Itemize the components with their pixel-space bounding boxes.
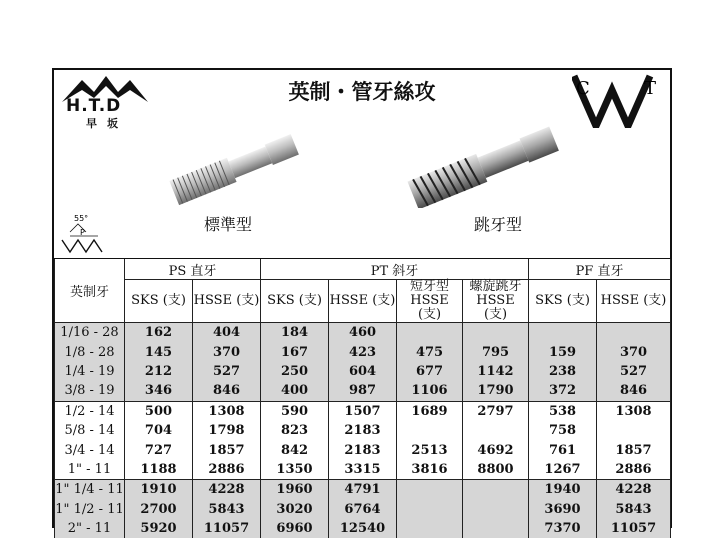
price-cell: 159	[529, 342, 597, 361]
price-cell: 1106	[397, 381, 463, 401]
price-cell: 11057	[193, 519, 261, 538]
price-cell: 475	[397, 342, 463, 361]
price-cell: 5843	[193, 500, 261, 519]
price-cell: 727	[125, 440, 193, 459]
price-cell: 987	[329, 381, 397, 401]
price-cell: 2513	[397, 440, 463, 459]
price-cell: 250	[261, 362, 329, 381]
price-cell: 758	[529, 421, 597, 440]
price-cell: 145	[125, 342, 193, 361]
price-cell: 3690	[529, 500, 597, 519]
price-cell: 4228	[193, 480, 261, 500]
price-cell: 1308	[597, 401, 671, 421]
price-cell	[463, 519, 529, 538]
price-cell	[463, 421, 529, 440]
thread-size-cell: 1" - 11	[55, 460, 125, 480]
price-cell: 1507	[329, 401, 397, 421]
price-cell: 4692	[463, 440, 529, 459]
price-cell: 2183	[329, 440, 397, 459]
price-cell	[397, 421, 463, 440]
column-header: 螺旋跳牙 HSSE (支)	[463, 280, 529, 323]
table-row	[55, 460, 671, 480]
thread-size-cell: 1/16 - 28	[55, 323, 125, 343]
column-header: 短牙型 HSSE (支)	[397, 280, 463, 323]
thread-size-cell: 2" - 11	[55, 519, 125, 538]
column-header: HSSE (支)	[597, 280, 671, 323]
price-cell	[397, 500, 463, 519]
price-table	[54, 259, 671, 538]
table-row	[55, 519, 671, 538]
ps-group-header: PS 直牙	[125, 259, 261, 280]
price-cell: 162	[125, 323, 193, 343]
thread-size-cell: 1/8 - 28	[55, 342, 125, 361]
cwt-brand-logo	[572, 72, 664, 128]
thread-size-cell: 5/8 - 14	[55, 421, 125, 440]
price-cell: 400	[261, 381, 329, 401]
table-row	[55, 342, 671, 361]
price-cell: 460	[329, 323, 397, 343]
price-cell: 527	[597, 362, 671, 381]
price-cell: 3816	[397, 460, 463, 480]
price-cell: 1910	[125, 480, 193, 500]
price-cell: 1798	[193, 421, 261, 440]
price-cell: 12540	[329, 519, 397, 538]
price-cell: 1960	[261, 480, 329, 500]
price-cell: 2886	[597, 460, 671, 480]
price-cell: 3020	[261, 500, 329, 519]
price-cell: 372	[529, 381, 597, 401]
pitch-label: P	[80, 228, 85, 237]
price-cell	[529, 323, 597, 343]
price-cell: 370	[597, 342, 671, 361]
table-row	[55, 381, 671, 401]
price-cell	[597, 323, 671, 343]
column-header: SKS (支)	[125, 280, 193, 323]
price-cell: 4791	[329, 480, 397, 500]
price-cell: 4228	[597, 480, 671, 500]
price-cell: 6764	[329, 500, 397, 519]
price-cell: 846	[193, 381, 261, 401]
standard-tap-image	[158, 122, 308, 208]
price-cell: 5920	[125, 519, 193, 538]
table-row	[55, 440, 671, 459]
price-cell: 846	[597, 381, 671, 401]
thread-size-header: 英制牙	[55, 259, 125, 323]
column-header: SKS (支)	[529, 280, 597, 323]
thread-size-cell: 3/4 - 14	[55, 440, 125, 459]
price-cell: 423	[329, 342, 397, 361]
table-row	[55, 401, 671, 421]
price-cell: 167	[261, 342, 329, 361]
standard-type-label: 標準型	[204, 215, 253, 234]
price-table-body	[55, 323, 671, 538]
price-cell: 238	[529, 362, 597, 381]
price-cell: 2700	[125, 500, 193, 519]
thread-size-cell: 1" 1/2 - 11	[55, 500, 125, 519]
price-cell: 704	[125, 421, 193, 440]
price-cell: 1308	[193, 401, 261, 421]
table-row	[55, 421, 671, 440]
price-cell: 184	[261, 323, 329, 343]
price-cell: 1142	[463, 362, 529, 381]
price-cell: 404	[193, 323, 261, 343]
table-row	[55, 323, 671, 343]
price-cell	[463, 480, 529, 500]
price-cell: 823	[261, 421, 329, 440]
price-cell: 6960	[261, 519, 329, 538]
price-cell	[463, 500, 529, 519]
price-cell	[397, 480, 463, 500]
price-cell	[397, 323, 463, 343]
column-header-row	[55, 280, 671, 323]
column-header: HSSE (支)	[193, 280, 261, 323]
price-cell: 538	[529, 401, 597, 421]
thread-angle-label: 55°	[74, 214, 89, 223]
table-row	[55, 500, 671, 519]
column-header: SKS (支)	[261, 280, 329, 323]
price-cell: 761	[529, 440, 597, 459]
price-cell: 11057	[597, 519, 671, 538]
price-cell: 346	[125, 381, 193, 401]
price-cell	[597, 421, 671, 440]
table-row	[55, 362, 671, 381]
price-cell: 2886	[193, 460, 261, 480]
column-header: HSSE (支)	[329, 280, 397, 323]
thread-size-cell: 1/2 - 14	[55, 401, 125, 421]
price-cell: 842	[261, 440, 329, 459]
price-cell: 212	[125, 362, 193, 381]
price-cell: 1857	[193, 440, 261, 459]
pt-group-header: PT 斜牙	[261, 259, 529, 280]
spiral-tap-image	[398, 118, 568, 208]
price-cell	[463, 323, 529, 343]
catalog-header	[54, 70, 670, 259]
thread-size-cell: 1" 1/4 - 11	[55, 480, 125, 500]
price-cell: 1689	[397, 401, 463, 421]
logo-text: H.T.D	[66, 96, 122, 116]
brand-letter-c: C	[576, 78, 590, 99]
page-title: 英制・管牙絲攻	[288, 80, 436, 104]
thread-size-cell: 1/4 - 19	[55, 362, 125, 381]
price-cell: 7370	[529, 519, 597, 538]
price-cell: 1350	[261, 460, 329, 480]
price-cell: 5843	[597, 500, 671, 519]
price-cell	[397, 519, 463, 538]
price-cell: 2797	[463, 401, 529, 421]
catalog-sheet	[52, 68, 672, 537]
price-cell: 1188	[125, 460, 193, 480]
price-cell: 370	[193, 342, 261, 361]
price-cell: 1267	[529, 460, 597, 480]
table-row	[55, 480, 671, 500]
price-cell: 1940	[529, 480, 597, 500]
price-cell: 2183	[329, 421, 397, 440]
brand-letter-t: T	[644, 78, 657, 99]
price-cell: 3315	[329, 460, 397, 480]
thread-size-cell: 3/8 - 19	[55, 381, 125, 401]
logo-subtitle: 早坂	[86, 117, 128, 130]
price-cell: 677	[397, 362, 463, 381]
spiral-type-label: 跳牙型	[474, 215, 523, 234]
price-cell: 8800	[463, 460, 529, 480]
price-cell: 795	[463, 342, 529, 361]
price-cell: 500	[125, 401, 193, 421]
price-cell: 590	[261, 401, 329, 421]
thread-pitch-diagram	[60, 212, 108, 256]
price-cell: 604	[329, 362, 397, 381]
price-cell: 527	[193, 362, 261, 381]
price-cell: 1790	[463, 381, 529, 401]
pf-group-header: PF 直牙	[529, 259, 671, 280]
price-cell: 1857	[597, 440, 671, 459]
